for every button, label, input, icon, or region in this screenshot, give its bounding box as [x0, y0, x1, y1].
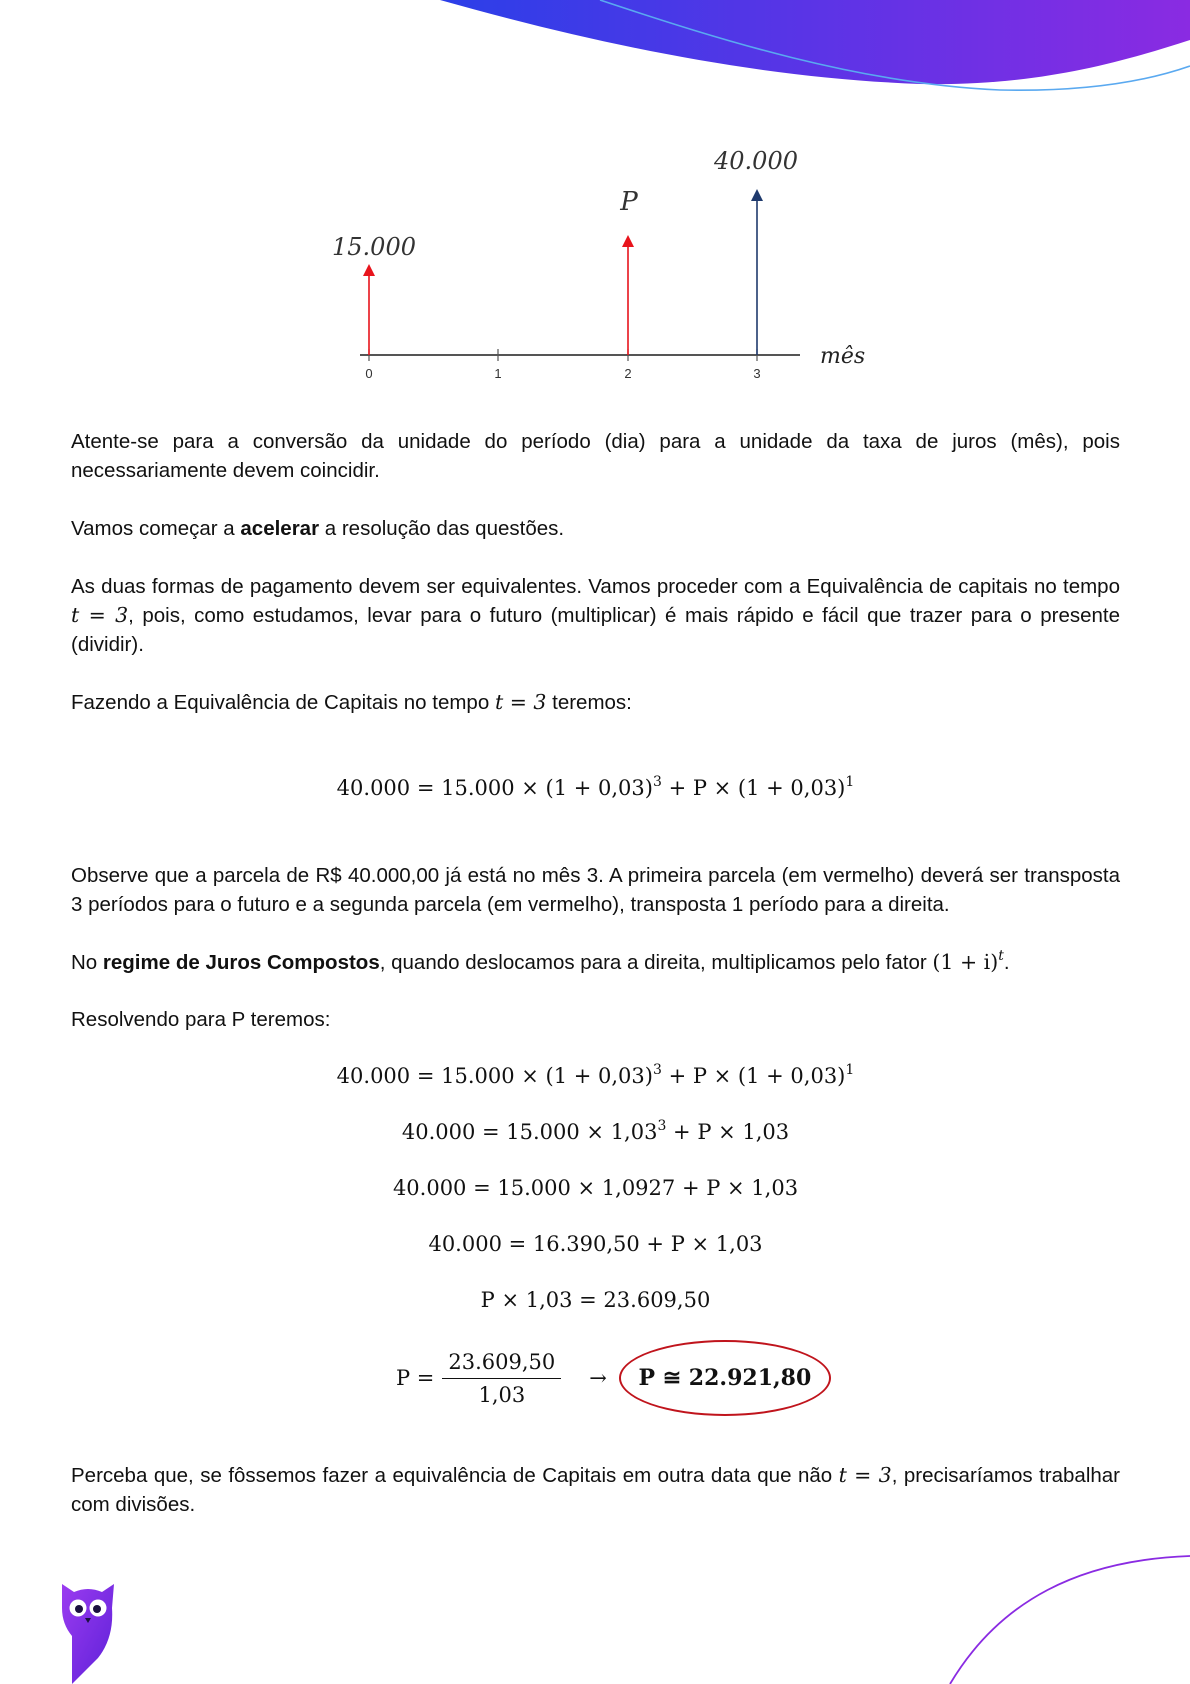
label-p: P	[620, 187, 638, 217]
arrow-15000-head	[363, 264, 375, 276]
label-40000: 40.000	[714, 147, 798, 175]
fraction-numerator: 23.609,50	[442, 1350, 561, 1379]
tick-label-2: 2	[624, 366, 632, 381]
equation-final	[396, 1338, 831, 1418]
final-result-highlight: P ≅ 22.921,80	[619, 1340, 831, 1416]
paragraph-equivalence-intro: As duas formas de pagamento devem ser equivalentes. Vamos proceder com a Equivalência de capitais no tempo t = 3, pois, como estudamos, levar para o futuro (multiplicar) é mais rápido e fácil que trazer para o presente (dividir).	[71, 575, 1120, 656]
fraction-denominator: 1,03	[478, 1382, 526, 1407]
owl-logo-icon	[58, 1578, 118, 1684]
arrow-p-head	[622, 235, 634, 247]
equation-step-4: 40.000 = 16.390,50 + P × 1,03	[428, 1232, 763, 1256]
paragraph-equivalence-time: Fazendo a Equivalência de Capitais no tempo t = 3 teremos:	[71, 690, 632, 714]
paragraph-closing-note: Perceba que, se fôssemos fazer a equivalência de Capitais em outra data que não t = 3, precisaríamos trabalhar com divisões.	[71, 1463, 1120, 1516]
equation-main: $40.000 = 15.000 \times (1 + 0,03)^3 + P \times (1 + 0,03)^1$	[336, 774, 855, 800]
cash-flow-diagram	[300, 130, 900, 390]
label-15000: 15.000	[332, 233, 416, 261]
paragraph-solving-intro: Resolvendo para P teremos:	[71, 1008, 331, 1031]
paragraph-conversion-note: Atente-se para a conversão da unidade do período (dia) para a unidade da taxa de juros (mês), pois necessariamente devem coincidir.	[71, 430, 1120, 482]
tick-label-0: 0	[365, 366, 373, 381]
arrow-40000-head	[751, 189, 763, 201]
axis-label-month: mês	[820, 344, 866, 369]
fraction	[442, 1350, 561, 1407]
paragraph-accelerate: Vamos começar a acelerar a resolução das questões.	[71, 517, 565, 540]
right-arrow-icon: →	[589, 1366, 607, 1390]
equation-step-1: $40.000 = 15.000 \times (1 + 0,03)^3 + P \times (1 + 0,03)^1$	[336, 1062, 855, 1088]
final-lhs: P =	[396, 1366, 435, 1390]
paragraph-observe: Observe que a parcela de R$ 40.000,00 já está no mês 3. A primeira parcela (em vermelho) deverá ser transposta 3 períodos para o futuro e a segunda parcela (em vermelho), transposta 1 período para a direita.	[71, 864, 1120, 916]
tick-label-3: 3	[753, 366, 761, 381]
footer-wave-decoration	[0, 1520, 1190, 1684]
tick-label-1: 1	[494, 366, 502, 381]
equation-step-2: $40.000 = 15.000 \times 1,03^3 + P \times 1,03$	[401, 1118, 790, 1144]
equation-step-5: P × 1,03 = 23.609,50	[480, 1288, 711, 1312]
equation-step-3: 40.000 = 15.000 × 1,0927 + P × 1,03	[392, 1176, 799, 1200]
paragraph-compound-regime: No regime de Juros Compostos, quando deslocamos para a direita, multiplicamos pelo fator $(1 + i)^t$.	[71, 948, 1010, 974]
header-wave-decoration	[0, 0, 1190, 110]
